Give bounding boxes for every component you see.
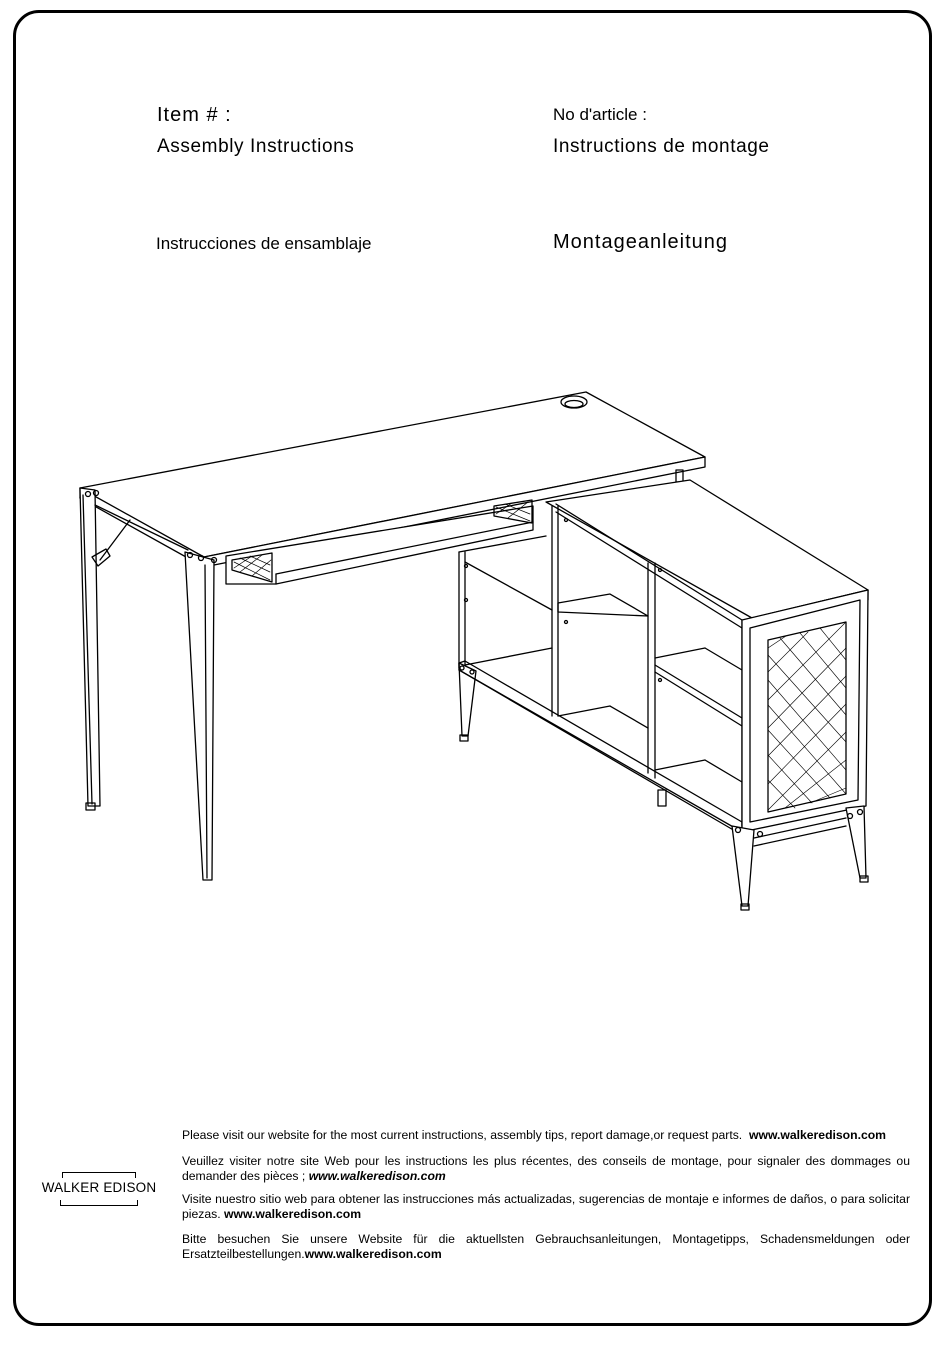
assembly-instructions-en: Assembly Instructions bbox=[157, 136, 355, 157]
logo-text: WALKER EDISON bbox=[41, 1180, 157, 1195]
item-number-label-fr: No d'article : bbox=[553, 105, 647, 124]
logo-tick bbox=[62, 1172, 63, 1178]
walker-edison-logo bbox=[40, 1172, 158, 1206]
footer-en-url[interactable]: www.walkeredison.com bbox=[748, 1128, 887, 1142]
footer-de bbox=[182, 1232, 910, 1262]
footer-es bbox=[182, 1192, 910, 1222]
logo-tick bbox=[135, 1172, 136, 1178]
footer-es-text: Visite nuestro sitio web para obtener las instrucciones más actualizadas, sugerencias de montaje e informes de daños, o para solicitar piezas. bbox=[182, 1192, 910, 1221]
footer-de-url[interactable]: www.walkeredison.com bbox=[304, 1247, 442, 1261]
l-shaped-desk-drawing bbox=[60, 380, 900, 920]
assembly-instructions-de: Montageanleitung bbox=[553, 231, 729, 253]
footer-en-text: Please visit our website for the most current instructions, assembly tips, report damage,or request parts. bbox=[182, 1128, 743, 1142]
logo-rule-top bbox=[62, 1172, 136, 1173]
footer-fr bbox=[182, 1154, 910, 1184]
assembly-instructions-es: Instrucciones de ensamblaje bbox=[156, 234, 372, 253]
footer-en bbox=[182, 1128, 910, 1143]
footer-fr-text: Veuillez visiter notre site Web pour les instructions les plus récentes, des conseils de montage, pour signaler des dommages ou demander des pièces ; bbox=[182, 1154, 910, 1183]
footer-de-text: Bitte besuchen Sie unsere Website für die aktuellsten Gebrauchsanleitungen, Montagetipps, Schadensmeldungen oder Ersatzteilbestellungen. bbox=[182, 1232, 910, 1261]
logo-rule-bottom bbox=[60, 1205, 138, 1206]
item-number-label-en: Item # : bbox=[157, 104, 232, 126]
footer-es-url[interactable]: www.walkeredison.com bbox=[224, 1207, 362, 1221]
footer-fr-url[interactable]: www.walkeredison.com bbox=[308, 1169, 446, 1183]
assembly-instructions-fr: Instructions de montage bbox=[553, 136, 770, 157]
